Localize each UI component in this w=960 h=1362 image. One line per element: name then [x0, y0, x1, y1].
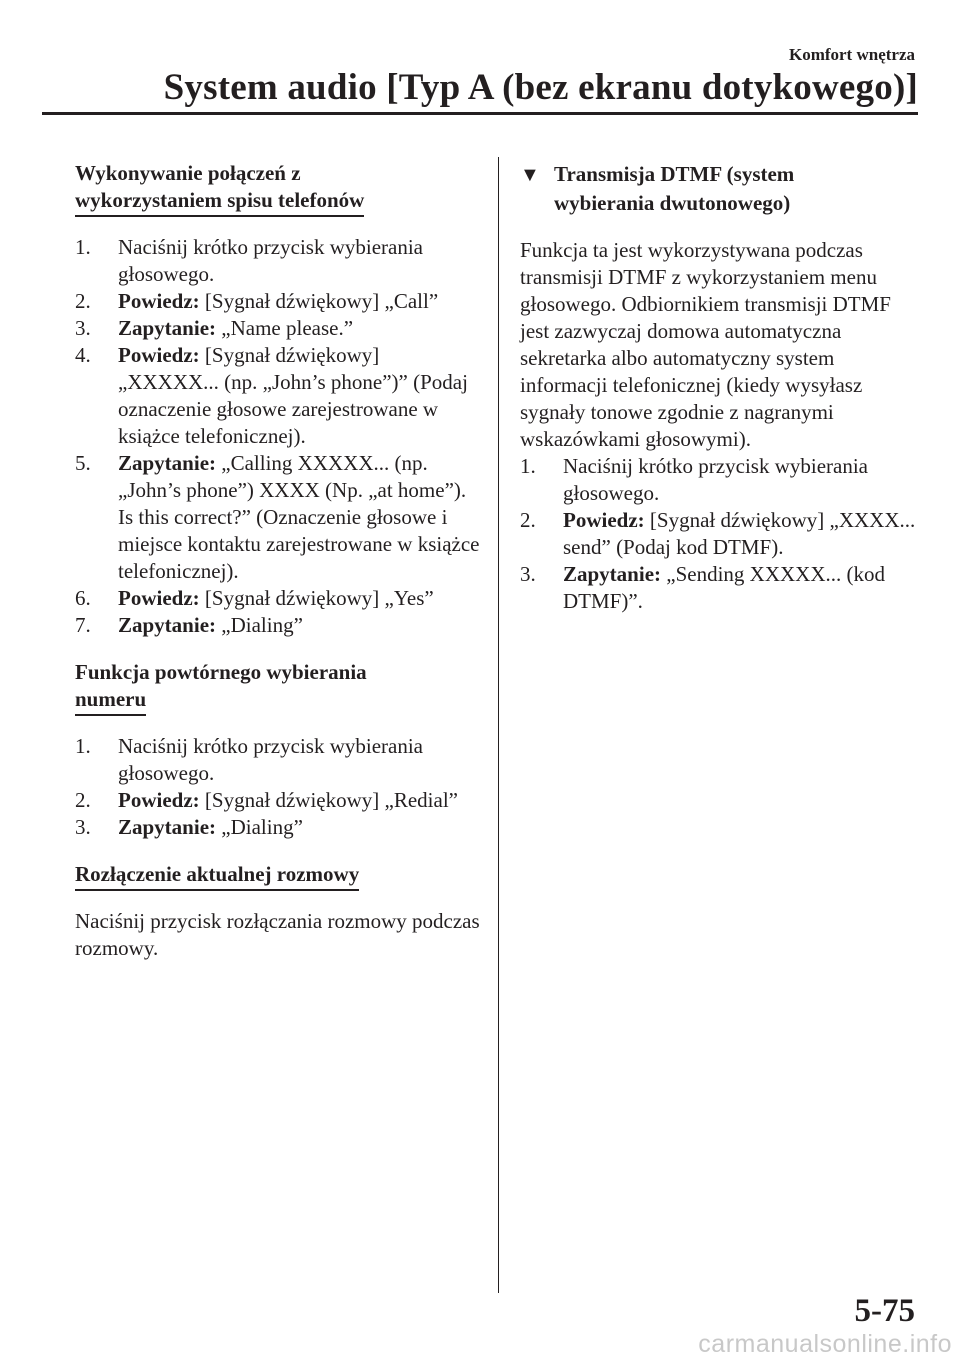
step-number: 2. — [75, 289, 91, 313]
step-text: [Sygnał dźwiękowy] „Yes” — [204, 586, 434, 610]
page-number: 5-75 — [854, 1293, 915, 1329]
redial-heading-line2: numeru — [75, 686, 146, 716]
step-text: „Name please.” — [221, 316, 354, 340]
step-number: 5. — [75, 451, 91, 475]
list-item — [520, 507, 925, 561]
list-item — [75, 450, 480, 585]
section-name: Komfort wnętrza — [788, 45, 915, 64]
step-label: Powiedz: — [118, 289, 200, 313]
step-label: Zapytanie: — [563, 562, 662, 586]
phonebook-steps — [75, 234, 480, 639]
step-label: Powiedz: — [118, 343, 200, 367]
right-column — [520, 160, 925, 615]
dtmf-intro: Funkcja ta jest wykorzystywana podczas transmisji DTMF z wykorzystaniem menu głosowego. Odbiornikiem transmisji DTMF jest zazwyczaj domowa automatyczna sekretarka albo automatyczny system informacji telefonicznej (kiedy wysyłasz sygnały tonowe zgodnie z nagranymi wskazówkami głosowymi). — [520, 238, 891, 451]
step-text: „Dialing” — [221, 815, 303, 839]
step-text: [Sygnał dźwiękowy] „XXXXX... (np. „John’s phone”)” (Podaj oznaczenie głosowe zarejestrowane w książce telefonicznej). — [118, 343, 468, 448]
left-column — [75, 160, 480, 962]
list-item — [75, 342, 480, 450]
list-item — [75, 814, 480, 841]
phonebook-heading — [75, 160, 480, 217]
phonebook-heading-line2: wykorzystaniem spisu telefonów — [75, 187, 364, 217]
hangup-heading-text: Rozłączenie aktualnej rozmowy — [75, 861, 359, 891]
header-rule — [42, 112, 918, 115]
step-text: „Calling XXXXX... (np. „John’s phone”) XXXX (Np. „at home”). Is this correct?” (Oznaczenie głosowe i miejsce kontaktu zarejestrowane w książce telefonicznej). — [118, 451, 480, 583]
list-item — [520, 453, 925, 507]
step-label: Zapytanie: — [118, 613, 217, 637]
list-item — [75, 612, 480, 639]
step-text: Naciśnij krótko przycisk wybierania głosowego. — [118, 235, 423, 286]
step-label: Powiedz: — [118, 586, 200, 610]
redial-heading — [75, 659, 480, 716]
step-number: 3. — [520, 562, 536, 586]
step-number: 6. — [75, 586, 91, 610]
step-number: 1. — [75, 734, 91, 758]
step-number: 3. — [75, 815, 91, 839]
dtmf-steps — [520, 453, 925, 615]
list-item — [75, 234, 480, 288]
step-label: Zapytanie: — [118, 451, 217, 475]
phonebook-heading-line1: Wykonywanie połączeń z — [75, 161, 301, 185]
step-number: 2. — [75, 788, 91, 812]
list-item — [75, 585, 480, 612]
step-label: Zapytanie: — [118, 815, 217, 839]
step-number: 4. — [75, 343, 91, 367]
step-text: „Dialing” — [221, 613, 303, 637]
triangle-marker-icon: ▼ — [520, 164, 540, 186]
list-item — [75, 787, 480, 814]
list-item — [520, 561, 925, 615]
step-text: [Sygnał dźwiękowy] „XXXX... send” (Podaj kod DTMF). — [563, 508, 916, 559]
dtmf-heading — [520, 160, 925, 218]
step-number: 7. — [75, 613, 91, 637]
step-text: Naciśnij krótko przycisk wybierania głosowego. — [118, 734, 423, 785]
list-item — [75, 315, 480, 342]
step-number: 1. — [75, 235, 91, 259]
step-text: „Sending XXXXX... (kod DTMF)”. — [563, 562, 885, 613]
page-title: System audio [Typ A (bez ekranu dotykowego)] — [163, 67, 918, 108]
step-label: Powiedz: — [563, 508, 645, 532]
step-label: Zapytanie: — [118, 316, 217, 340]
list-item — [75, 288, 480, 315]
watermark: carmanualsonline.info — [698, 1330, 952, 1358]
hangup-heading — [75, 861, 480, 891]
column-divider — [498, 157, 499, 1293]
step-label: Powiedz: — [118, 788, 200, 812]
step-number: 3. — [75, 316, 91, 340]
redial-heading-line1: Funkcja powtórnego wybierania — [75, 660, 367, 684]
redial-steps — [75, 733, 480, 841]
dtmf-heading-line1: Transmisja DTMF (system — [554, 162, 795, 186]
step-number: 2. — [520, 508, 536, 532]
step-number: 1. — [520, 454, 536, 478]
step-text: [Sygnał dźwiękowy] „Redial” — [204, 788, 458, 812]
list-item — [75, 733, 480, 787]
dtmf-heading-line2: wybierania dwutonowego) — [554, 191, 791, 215]
step-text: [Sygnał dźwiękowy] „Call” — [204, 289, 439, 313]
hangup-text: Naciśnij przycisk rozłączania rozmowy podczas rozmowy. — [75, 909, 480, 960]
step-text: Naciśnij krótko przycisk wybierania głosowego. — [563, 454, 868, 505]
